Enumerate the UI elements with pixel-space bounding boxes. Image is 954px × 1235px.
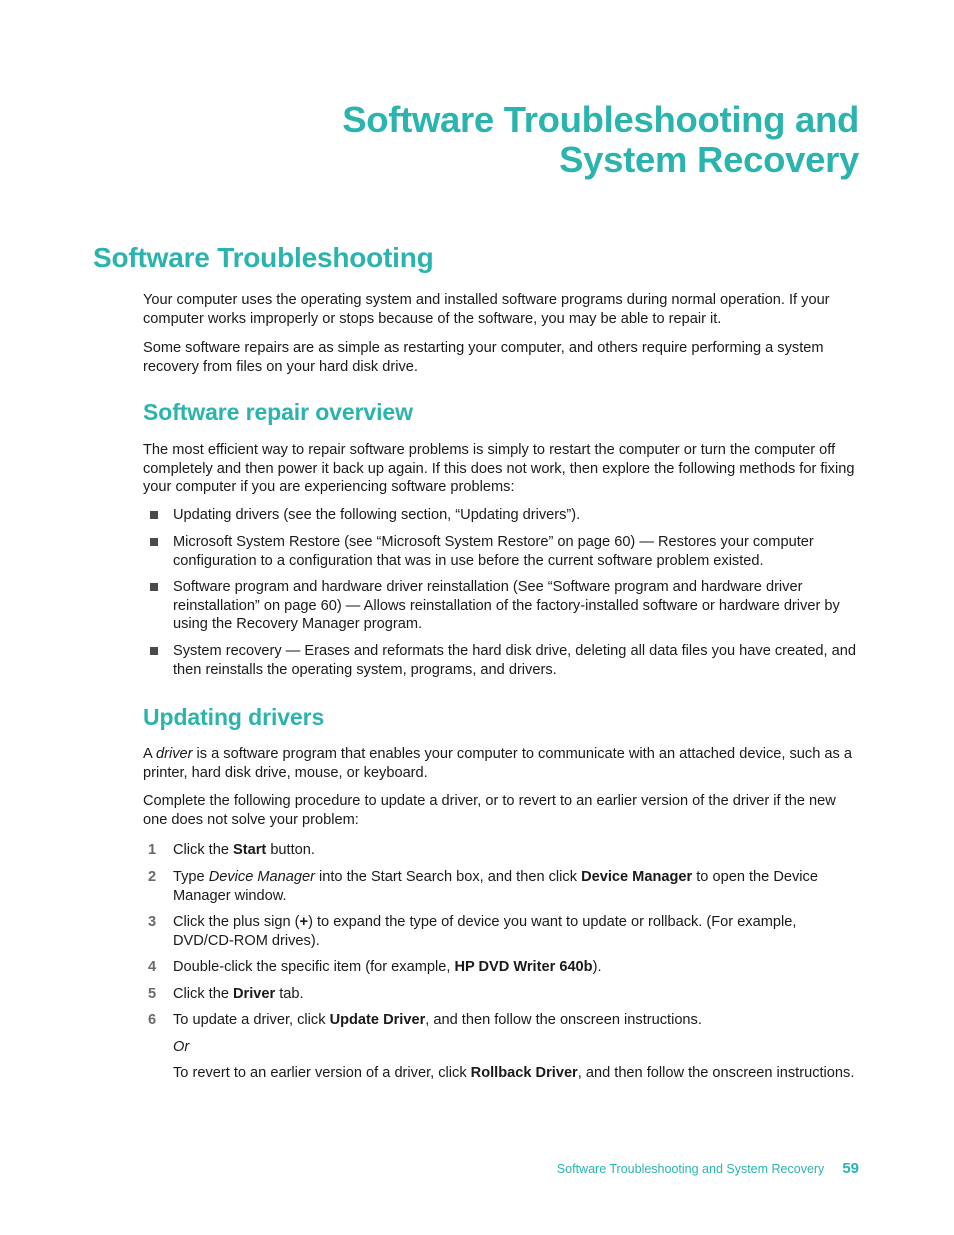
square-bullet-icon — [150, 511, 158, 519]
step-number: 6 — [148, 1012, 157, 1028]
revert-instruction: To revert to an earlier version of a driver, click Rollback Driver, and then follow the onscreen instructions. — [173, 1065, 855, 1081]
procedure-intro-paragraph: Complete the following procedure to update a driver, or to revert to an earlier version of the driver if the new one does not solve your problem: — [143, 793, 836, 828]
step-item: 2 Type Device Manager into the Start Search box, and then click Device Manager to open the Device Manager window. — [148, 869, 818, 904]
step-number: 4 — [148, 959, 157, 975]
step-item: 3 Click the plus sign (+) to expand the type of device you want to update or rollback. (For example, DVD/CD-ROM drives). — [148, 914, 797, 949]
step-number: 3 — [148, 914, 157, 930]
bullet-item: System recovery — Erases and reformats the hard disk drive, deleting all data files you have created, and then reinstalls the operating system, programs, and drivers. — [143, 642, 859, 679]
bullet-item: Software program and hardware driver reinstallation (See “Software program and hardware driver reinstallation” on page 60) — Allows reinstallation of the factory-installed software or hardware driver by using the Recovery Manager program. — [143, 578, 859, 634]
chapter-title-line-1: Software Troubleshooting and — [342, 99, 859, 140]
chapter-title-line-2: System Recovery — [559, 139, 859, 180]
driver-term: driver — [155, 746, 193, 762]
or-separator: Or — [173, 1039, 190, 1055]
square-bullet-icon — [150, 647, 158, 655]
repair-overview-paragraph: The most efficient way to repair software problems is simply to restart the computer or turn the computer off completely and then power it back up again. If this does not work, then explore the following methods for fixing your computer if you are experiencing software problems: — [143, 442, 855, 495]
step-item: 6 To update a driver, click Update Driver, and then follow the onscreen instructions. — [148, 1012, 702, 1028]
updating-drivers-heading: Updating drivers — [143, 704, 325, 730]
section-title: Software Troubleshooting — [93, 242, 434, 273]
step-item: 5 Click the Driver tab. — [148, 986, 304, 1002]
square-bullet-icon — [150, 583, 158, 591]
footer-title: Software Troubleshooting and System Recovery — [556, 1162, 825, 1176]
page-number: 59 — [842, 1160, 859, 1177]
square-bullet-icon — [150, 538, 158, 546]
step-number: 2 — [148, 869, 157, 885]
step-number: 5 — [148, 986, 157, 1002]
intro-paragraph-2: Some software repairs are as simple as restarting your computer, and others require performing a system recovery from files on your hard disk drive. — [143, 340, 824, 375]
intro-paragraph-1: Your computer uses the operating system and installed software programs during normal operation. If your computer works improperly or stops because of the software, you may be able to repair it. — [143, 292, 830, 327]
step-item: 4 Double-click the specific item (for example, HP DVD Writer 640b). — [148, 959, 602, 975]
page-footer — [557, 1160, 859, 1177]
repair-overview-heading: Software repair overview — [143, 399, 413, 425]
step-number: 1 — [148, 842, 157, 858]
bullet-item: Updating drivers (see the following section, “Updating drivers”). — [143, 506, 859, 525]
step-item: 1 Click the Start button. — [148, 842, 315, 858]
driver-definition-paragraph: A driver is a software program that enables your computer to communicate with an attached device, such as a printer, hard disk drive, mouse, or keyboard. — [143, 746, 852, 781]
chapter-title — [342, 100, 859, 180]
bullet-item: Microsoft System Restore (see “Microsoft System Restore” on page 60) — Restores your computer configuration to a configuration that was in use before the current software problem existed. — [143, 533, 859, 570]
